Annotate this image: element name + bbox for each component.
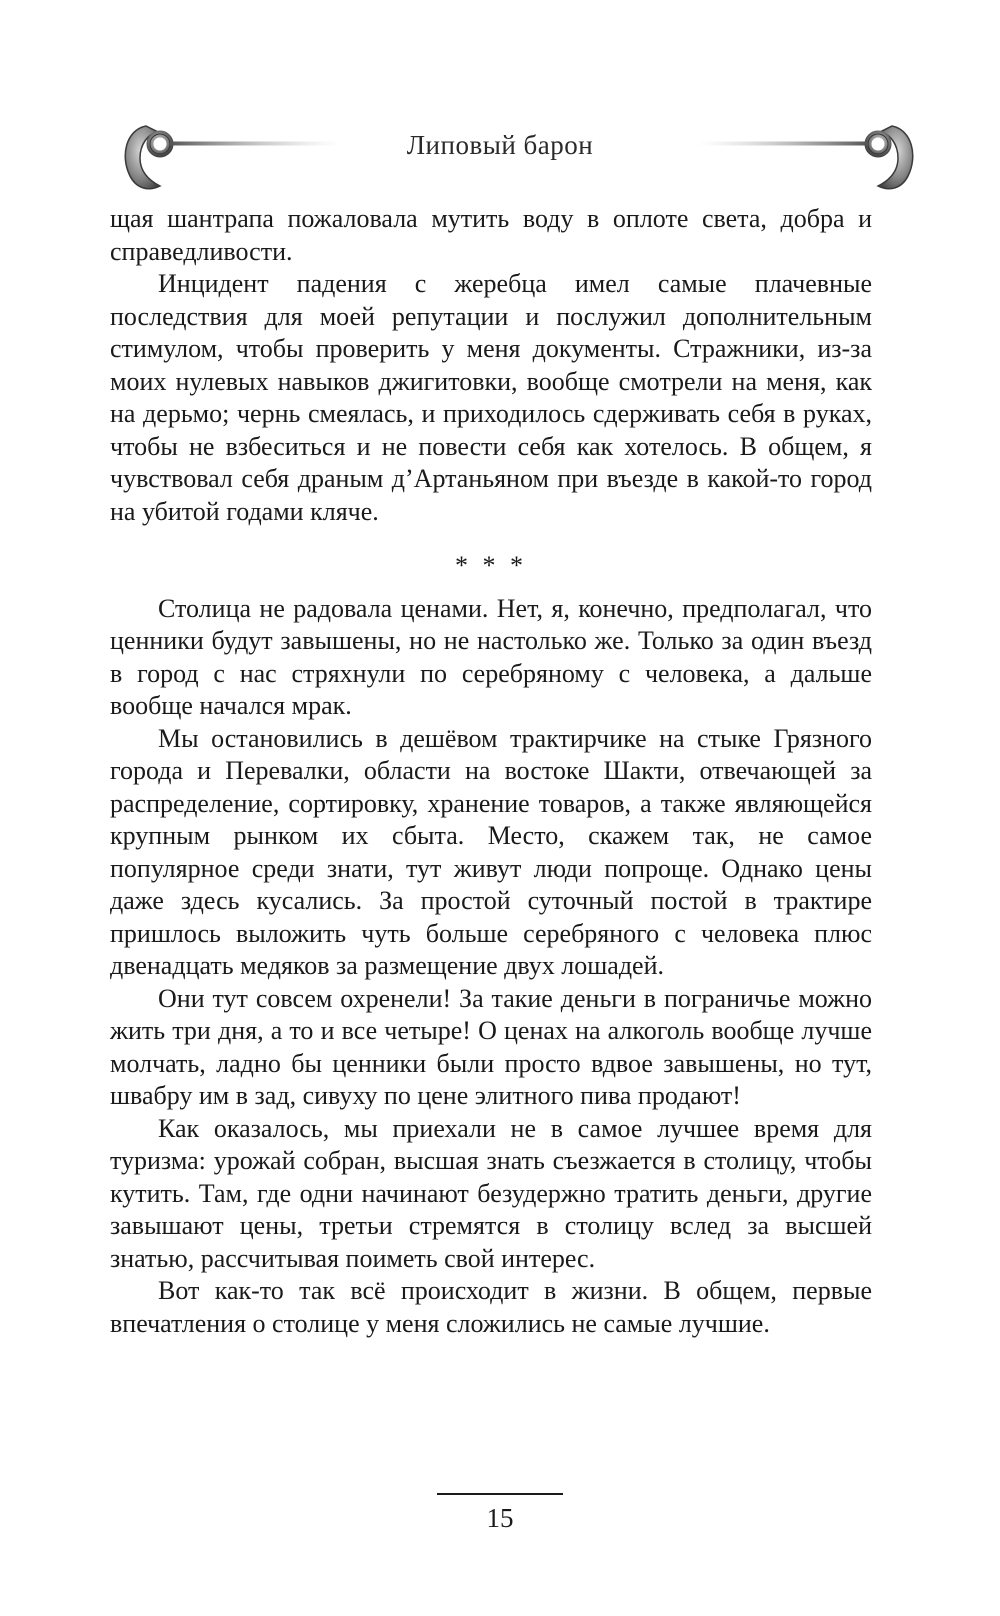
scene-break: * * * [455,551,527,580]
running-head [0,108,1000,208]
page-number: 15 [486,1503,514,1533]
paragraph: Они тут совсем охренели! За такие деньги в пограничье можно жить три дня, а то и все четыре! О ценах на алкоголь вообще лучше молчать, ладно бы ценники были просто вдвое завышены, но тут, швабру им в зад, сивуху по цене элитного пива продают! [110,983,872,1110]
paragraph: Мы остановились в дешёвом трактирчике на стыке Грязного города и Перевалки, области на востоке Шакти, отвечающей за распределение, сортировку, хранение товаров, а также являющейся крупным рынком их сбыта. Место, скажем так, не самое популярное среди знати, тут живут люди попроще. Однако цены даже здесь кусались. За простой суточный постой в трактире пришлось выложить чуть больше серебряного с человека плюс двенадцать медяков за размещение двух лошадей. [110,723,872,980]
paragraph: Как оказалось, мы приехали не в самое лучшее время для туризма: урожай собран, высшая знать съезжается в столицу, чтобы кутить. Там, где одни начинают безудержно тратить деньги, другие завышают цены, третьи стремятся в столицу вслед за высшей знатью, рассчитывая поиметь свой интерес. [110,1113,872,1273]
page-footer [0,1493,1000,1534]
paragraph-continuation: щая шантрапа пожаловала мутить воду в оплоте света, добра и справедливости. [110,204,872,266]
right-ring-ornament-icon [690,108,920,208]
footer-divider [437,1493,563,1495]
paragraph: Вот как-то так всё происходит в жизни. В общем, первые впечатления о столице у меня сложились не самые лучшие. [110,1276,872,1338]
paragraph: Столица не радовала ценами. Нет, я, конечно, предполагал, что ценники будут завышены, но не настолько же. Только за один въезд в город с нас стряхнули по серебряному с человека, а дальше вообще начался мрак. [110,593,872,720]
paragraph: Инцидент падения с жеребца имел самые плачевные последствия для моей репутации и послужил дополнительным стимулом, чтобы проверить у меня документы. Стражники, из-за моих нулевых навыков джигитовки, вообще смотрели на меня, как на дерьмо; чернь смеялась, и приходилось сдерживать себя в руках, чтобы не взбеситься и не повести себя как хотелось. В общем, я чувствовал себя драным д’Артаньяном при въезде в какой-то город на убитой годами кляче. [110,269,872,526]
page-body-text [110,203,872,1340]
book-title: Липовый барон [406,130,594,160]
